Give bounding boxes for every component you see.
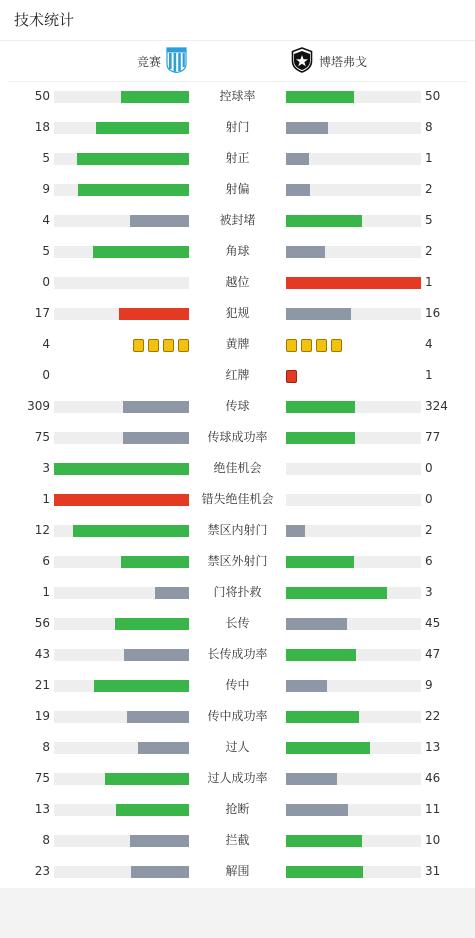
home-stat-value: 1: [42, 585, 50, 599]
yellow-card-icon: [286, 339, 297, 352]
home-stat-value: 13: [34, 802, 50, 816]
stat-label: 错失绝佳机会: [201, 492, 274, 506]
away-stat-bar-fill: [286, 401, 355, 413]
home-stat-value: 8: [42, 740, 50, 754]
away-stat-bar: [286, 494, 421, 506]
home-stat-value: 6: [42, 554, 50, 568]
away-stat-bar-fill: [286, 153, 309, 165]
stat-label: 黄牌: [225, 337, 250, 351]
away-stat-value: 1: [425, 151, 433, 165]
away-stat-value: 4: [425, 337, 433, 351]
stat-row: [0, 577, 475, 608]
away-stat-bar-fill: [286, 432, 355, 444]
away-stat-bar-fill: [286, 184, 310, 196]
away-stat-bar: [286, 525, 421, 537]
away-cards: [286, 370, 297, 382]
away-stat-bar: [286, 773, 421, 785]
home-stat-bar-fill: [94, 680, 189, 692]
home-stat-bar: [54, 866, 189, 878]
stat-label: 禁区内射门: [207, 523, 268, 537]
home-stat-value: 75: [34, 430, 50, 444]
away-stat-bar: [286, 835, 421, 847]
away-stat-bar: [286, 587, 421, 599]
stat-row: [0, 81, 475, 112]
yellow-card-icon: [133, 339, 144, 352]
footer-area: [0, 888, 475, 938]
home-stat-value: 43: [34, 647, 50, 661]
away-team-name: 博塔弗戈: [319, 54, 368, 69]
yellow-card-icon: [301, 339, 312, 352]
away-stat-value: 2: [425, 523, 433, 537]
home-stat-bar: [54, 494, 189, 506]
away-stat-bar: [286, 463, 421, 475]
away-stat-value: 22: [425, 709, 441, 723]
away-stat-bar: [286, 866, 421, 878]
away-stat-bar-fill: [286, 308, 351, 320]
away-stat-value: 9: [425, 678, 433, 692]
stat-row: [0, 732, 475, 763]
home-stat-bar-fill: [124, 649, 189, 661]
stat-label: 控球率: [219, 89, 256, 103]
teams-header: [0, 41, 475, 81]
away-stat-bar-fill: [286, 618, 347, 630]
stat-row: [0, 546, 475, 577]
home-stat-value: 3: [42, 461, 50, 475]
away-stat-value: 50: [425, 89, 441, 103]
home-stat-value: 75: [34, 771, 50, 785]
stat-label: 长传成功率: [207, 647, 268, 661]
away-stat-value: 2: [425, 244, 433, 258]
away-stat-bar-fill: [286, 804, 348, 816]
home-stat-bar-fill: [123, 432, 189, 444]
away-cards: [286, 339, 342, 351]
away-stat-bar-fill: [286, 711, 359, 723]
away-stat-value: 16: [425, 306, 441, 320]
away-stat-bar: [286, 122, 421, 134]
away-stat-bar-fill: [286, 215, 362, 227]
home-stat-bar: [54, 525, 189, 537]
away-stat-value: 324: [425, 399, 448, 413]
stat-label: 角球: [225, 244, 250, 258]
home-stat-value: 5: [42, 244, 50, 258]
away-stat-value: 2: [425, 182, 433, 196]
away-stat-bar: [286, 432, 421, 444]
home-stat-bar-fill: [96, 122, 189, 134]
stat-row: [0, 298, 475, 329]
home-stat-bar: [54, 401, 189, 413]
stat-row: [0, 205, 475, 236]
stat-row: [0, 422, 475, 453]
home-stat-value: 9: [42, 182, 50, 196]
stat-row: [0, 701, 475, 732]
away-stat-value: 8: [425, 120, 433, 134]
home-stat-bar-fill: [130, 835, 189, 847]
home-stat-bar-fill: [77, 153, 189, 165]
home-stat-value: 21: [34, 678, 50, 692]
stat-label: 过人: [225, 740, 250, 754]
away-stat-value: 31: [425, 864, 441, 878]
stat-label: 犯规: [225, 306, 250, 320]
stat-label: 红牌: [225, 368, 250, 382]
away-stat-bar: [286, 711, 421, 723]
home-stat-bar: [54, 587, 189, 599]
away-stat-bar-fill: [286, 742, 370, 754]
stat-label: 越位: [225, 275, 250, 289]
away-stat-value: 5: [425, 213, 433, 227]
stat-row: [0, 112, 475, 143]
stat-row: [0, 515, 475, 546]
home-stat-bar: [54, 215, 189, 227]
stat-label: 禁区外射门: [207, 554, 268, 568]
home-stat-bar: [54, 91, 189, 103]
red-card-icon: [286, 370, 297, 383]
page-title: 技术统计: [14, 11, 75, 29]
yellow-card-icon: [148, 339, 159, 352]
away-stat-bar: [286, 680, 421, 692]
home-stat-value: 19: [34, 709, 50, 723]
home-stat-bar: [54, 556, 189, 568]
stat-label: 长传: [225, 616, 250, 630]
home-stat-bar: [54, 246, 189, 258]
home-cards: [133, 339, 189, 351]
home-stat-bar: [54, 277, 189, 289]
stat-row: [0, 763, 475, 794]
away-stat-value: 1: [425, 275, 433, 289]
yellow-card-icon: [163, 339, 174, 352]
home-stat-value: 17: [34, 306, 50, 320]
stat-row: [0, 639, 475, 670]
away-stat-bar: [286, 308, 421, 320]
away-stat-value: 6: [425, 554, 433, 568]
away-stat-value: 47: [425, 647, 441, 661]
stat-label: 绝佳机会: [213, 461, 262, 475]
stat-row: [0, 608, 475, 639]
home-stat-bar-fill: [105, 773, 189, 785]
away-stat-bar-fill: [286, 556, 354, 568]
home-stat-bar: [54, 122, 189, 134]
stat-label: 传中: [225, 678, 250, 692]
home-stat-bar: [54, 618, 189, 630]
botafogo-star-crest-icon: [291, 47, 313, 76]
stat-label: 拦截: [225, 833, 250, 847]
home-stat-bar-fill: [73, 525, 189, 537]
away-stat-bar: [286, 215, 421, 227]
yellow-card-icon: [178, 339, 189, 352]
home-stat-bar: [54, 153, 189, 165]
stat-row: [0, 267, 475, 298]
away-stat-bar: [286, 556, 421, 568]
stat-row: [0, 856, 475, 887]
away-stat-value: 11: [425, 802, 441, 816]
away-stat-bar-fill: [286, 587, 387, 599]
away-stat-bar: [286, 277, 421, 289]
home-stat-value: 0: [42, 368, 50, 382]
away-stat-bar-fill: [286, 122, 328, 134]
home-stat-value: 0: [42, 275, 50, 289]
yellow-card-icon: [316, 339, 327, 352]
away-stat-bar: [286, 246, 421, 258]
stats-list: [0, 81, 475, 887]
home-stat-bar-fill: [115, 618, 189, 630]
stat-row: [0, 174, 475, 205]
stat-row: [0, 143, 475, 174]
away-stat-value: 1: [425, 368, 433, 382]
home-stat-value: 12: [34, 523, 50, 537]
home-team-name: 竞赛: [136, 54, 161, 69]
home-stat-value: 5: [42, 151, 50, 165]
stat-row: [0, 453, 475, 484]
stat-label: 门将扑救: [213, 585, 262, 599]
home-stat-bar-fill: [78, 184, 189, 196]
stat-label: 射正: [225, 151, 250, 165]
home-team[interactable]: [137, 48, 187, 74]
home-stat-value: 56: [34, 616, 50, 630]
stat-row: [0, 825, 475, 856]
home-stat-value: 50: [34, 89, 50, 103]
home-stat-bar-fill: [130, 215, 189, 227]
home-stat-bar-fill: [93, 246, 189, 258]
stat-row: [0, 329, 475, 360]
away-stat-value: 0: [425, 461, 433, 475]
home-stat-bar-fill: [121, 91, 189, 103]
home-stat-bar: [54, 742, 189, 754]
away-stat-bar: [286, 401, 421, 413]
stat-label: 射门: [225, 120, 250, 134]
away-stat-bar-fill: [286, 246, 325, 258]
home-stat-value: 23: [34, 864, 50, 878]
home-stat-bar: [54, 773, 189, 785]
away-stat-bar-fill: [286, 680, 327, 692]
stat-row: [0, 794, 475, 825]
away-stat-value: 13: [425, 740, 441, 754]
home-stat-bar: [54, 308, 189, 320]
home-stat-bar-fill: [54, 463, 189, 475]
stat-label: 解围: [225, 864, 250, 878]
home-stat-bar-fill: [155, 587, 189, 599]
stat-label: 传球: [225, 399, 250, 413]
away-stat-bar-fill: [286, 773, 337, 785]
home-stat-value: 4: [42, 213, 50, 227]
home-stat-bar: [54, 835, 189, 847]
home-stat-bar-fill: [127, 711, 189, 723]
home-stat-value: 1: [42, 492, 50, 506]
away-stat-bar-fill: [286, 649, 356, 661]
stat-row: [0, 236, 475, 267]
stat-label: 传中成功率: [207, 709, 268, 723]
yellow-card-icon: [331, 339, 342, 352]
home-stat-bar: [54, 432, 189, 444]
away-stat-bar-fill: [286, 277, 421, 289]
home-stat-bar: [54, 184, 189, 196]
away-stat-bar-fill: [286, 866, 363, 878]
home-stat-bar: [54, 649, 189, 661]
away-team[interactable]: [291, 48, 367, 74]
away-stat-bar: [286, 804, 421, 816]
away-stat-bar: [286, 91, 421, 103]
home-stat-bar-fill: [54, 494, 189, 506]
away-stat-value: 10: [425, 833, 441, 847]
stat-label: 被封堵: [219, 213, 256, 227]
away-stat-value: 45: [425, 616, 441, 630]
away-stat-value: 0: [425, 492, 433, 506]
home-stat-value: 309: [27, 399, 50, 413]
stat-row: [0, 484, 475, 515]
away-stat-bar: [286, 742, 421, 754]
home-stat-bar: [54, 804, 189, 816]
stat-row: [0, 391, 475, 422]
home-stat-bar: [54, 463, 189, 475]
home-stat-bar-fill: [138, 742, 189, 754]
home-stat-bar-fill: [121, 556, 189, 568]
home-stat-value: 8: [42, 833, 50, 847]
away-stat-value: 3: [425, 585, 433, 599]
away-stat-bar: [286, 153, 421, 165]
home-stat-bar-fill: [131, 866, 189, 878]
away-stat-bar-fill: [286, 91, 354, 103]
stat-label: 传球成功率: [207, 430, 268, 444]
away-stat-bar: [286, 184, 421, 196]
stat-row: [0, 360, 475, 391]
home-stat-bar-fill: [123, 401, 189, 413]
stat-label: 抢断: [225, 802, 250, 816]
stat-row: [0, 670, 475, 701]
away-stat-bar-fill: [286, 525, 305, 537]
away-stat-value: 77: [425, 430, 441, 444]
away-stat-bar: [286, 649, 421, 661]
home-stat-bar-fill: [116, 804, 189, 816]
home-stat-bar: [54, 680, 189, 692]
home-stat-value: 18: [34, 120, 50, 134]
away-stat-value: 46: [425, 771, 441, 785]
stat-label: 射偏: [225, 182, 250, 196]
home-stat-value: 4: [42, 337, 50, 351]
stat-label: 过人成功率: [207, 771, 268, 785]
home-stat-bar-fill: [119, 308, 189, 320]
away-stat-bar-fill: [286, 835, 362, 847]
racing-club-crest-icon: [166, 47, 187, 76]
home-stat-bar: [54, 711, 189, 723]
away-stat-bar: [286, 618, 421, 630]
